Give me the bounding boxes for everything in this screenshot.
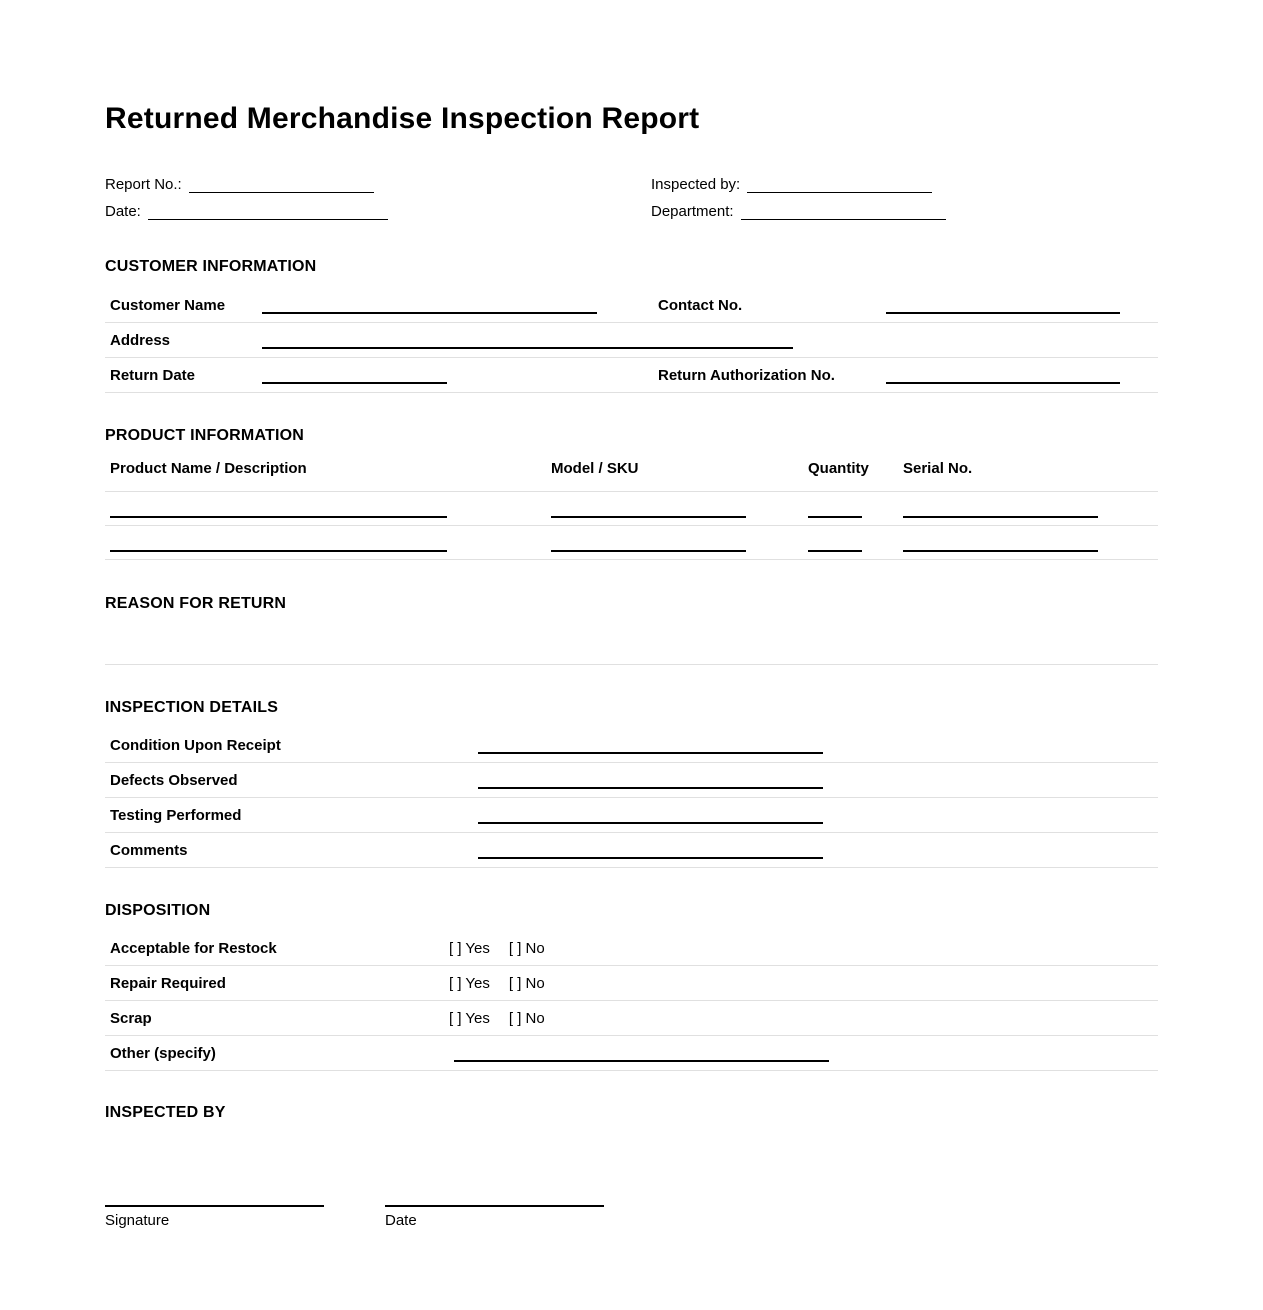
testing-performed-label: Testing Performed: [110, 806, 242, 824]
model-sku-line[interactable]: [551, 534, 746, 552]
customer-info-rows: [105, 288, 1158, 393]
report-meta: [105, 171, 1158, 225]
condition-upon-receipt-line[interactable]: [478, 736, 823, 754]
signature-date-line[interactable]: [385, 1205, 604, 1207]
defects-observed-line[interactable]: [478, 771, 823, 789]
acceptable-for-restock-row: [105, 931, 1158, 966]
return-date-row: [105, 358, 1158, 393]
inspected-by-label: Inspected by:: [651, 176, 741, 193]
product-info-heading: PRODUCT INFORMATION: [105, 427, 305, 444]
disposition-heading: DISPOSITION: [105, 902, 211, 919]
condition-upon-receipt-label: Condition Upon Receipt: [110, 736, 281, 754]
report-no-row: [105, 171, 651, 198]
defects-observed-row: [105, 763, 1158, 798]
other-specify-row: [105, 1036, 1158, 1071]
signature-block: [105, 1205, 1158, 1229]
comments-line[interactable]: [478, 841, 823, 859]
scrap-label: Scrap: [110, 1009, 152, 1027]
signature-label: Signature: [105, 1212, 170, 1229]
quantity-line[interactable]: [808, 534, 862, 552]
testing-performed-line[interactable]: [478, 806, 823, 824]
return-auth-label: Return Authorization No.: [658, 366, 835, 384]
repair-required-label: Repair Required: [110, 974, 226, 992]
customer-name-line[interactable]: [262, 296, 597, 314]
report-no-label: Report No.:: [105, 176, 182, 193]
page-title: Returned Merchandise Inspection Report: [105, 102, 700, 135]
customer-info-heading: CUSTOMER INFORMATION: [105, 258, 317, 275]
report-date-label: Date:: [105, 203, 141, 220]
department-line[interactable]: [741, 204, 946, 220]
model-sku-line[interactable]: [551, 500, 746, 518]
serial-no-line[interactable]: [903, 534, 1098, 552]
other-specify-label: Other (specify): [110, 1044, 216, 1062]
acceptable-for-restock-label: Acceptable for Restock: [110, 939, 277, 957]
product-table-header: [105, 446, 1158, 492]
quantity-line[interactable]: [808, 500, 862, 518]
return-date-label: Return Date: [110, 366, 196, 384]
inspected-by-heading: INSPECTED BY: [105, 1104, 226, 1121]
address-row: [105, 323, 1158, 358]
signature-col: [105, 1205, 324, 1229]
col-serial-no-header: Serial No.: [903, 460, 973, 477]
product-name-line[interactable]: [110, 500, 447, 518]
reason-text-area[interactable]: [105, 614, 1158, 665]
signature-date-label: Date: [385, 1212, 417, 1229]
comments-label: Comments: [110, 841, 188, 859]
comments-row: [105, 833, 1158, 868]
inspected-by-line[interactable]: [747, 177, 932, 193]
report-no-line[interactable]: [189, 177, 374, 193]
product-row: [105, 492, 1158, 526]
report-meta-left: [105, 171, 651, 225]
col-product-name-header: Product Name / Description: [110, 460, 307, 477]
contact-no-line[interactable]: [886, 296, 1120, 314]
other-specify-line[interactable]: [454, 1044, 829, 1062]
department-label: Department:: [651, 203, 734, 220]
department-row: [651, 198, 946, 225]
signature-date-col: [385, 1205, 604, 1229]
acceptable-for-restock-no-checkbox[interactable]: [ ] No: [508, 939, 545, 957]
inspected-by-row: [651, 171, 946, 198]
repair-required-yes-checkbox[interactable]: [ ] Yes: [449, 974, 490, 992]
product-row: [105, 526, 1158, 560]
inspection-details-heading: INSPECTION DETAILS: [105, 699, 279, 716]
scrap-yes-checkbox[interactable]: [ ] Yes: [449, 1009, 490, 1027]
serial-no-line[interactable]: [903, 500, 1098, 518]
disposition-rows: [105, 931, 1158, 1071]
acceptable-for-restock-yes-checkbox[interactable]: [ ] Yes: [449, 939, 490, 957]
customer-name-label: Customer Name: [110, 296, 226, 314]
return-auth-line[interactable]: [886, 366, 1120, 384]
report-date-row: [105, 198, 651, 225]
address-label: Address: [110, 331, 171, 349]
inspection-rows: [105, 728, 1158, 868]
address-line[interactable]: [262, 331, 793, 349]
signature-line[interactable]: [105, 1205, 324, 1207]
report-date-line[interactable]: [148, 204, 388, 220]
col-quantity-header: Quantity: [808, 460, 869, 477]
testing-performed-row: [105, 798, 1158, 833]
condition-upon-receipt-row: [105, 728, 1158, 763]
report-meta-right: [651, 171, 946, 225]
contact-no-label: Contact No.: [658, 296, 743, 314]
repair-required-no-checkbox[interactable]: [ ] No: [508, 974, 545, 992]
scrap-row: [105, 1001, 1158, 1036]
scrap-no-checkbox[interactable]: [ ] No: [508, 1009, 545, 1027]
customer-name-row: [105, 288, 1158, 323]
return-date-line[interactable]: [262, 366, 447, 384]
reason-heading: REASON FOR RETURN: [105, 595, 287, 612]
product-name-line[interactable]: [110, 534, 447, 552]
repair-required-row: [105, 966, 1158, 1001]
defects-observed-label: Defects Observed: [110, 771, 238, 789]
col-model-sku-header: Model / SKU: [551, 460, 639, 477]
